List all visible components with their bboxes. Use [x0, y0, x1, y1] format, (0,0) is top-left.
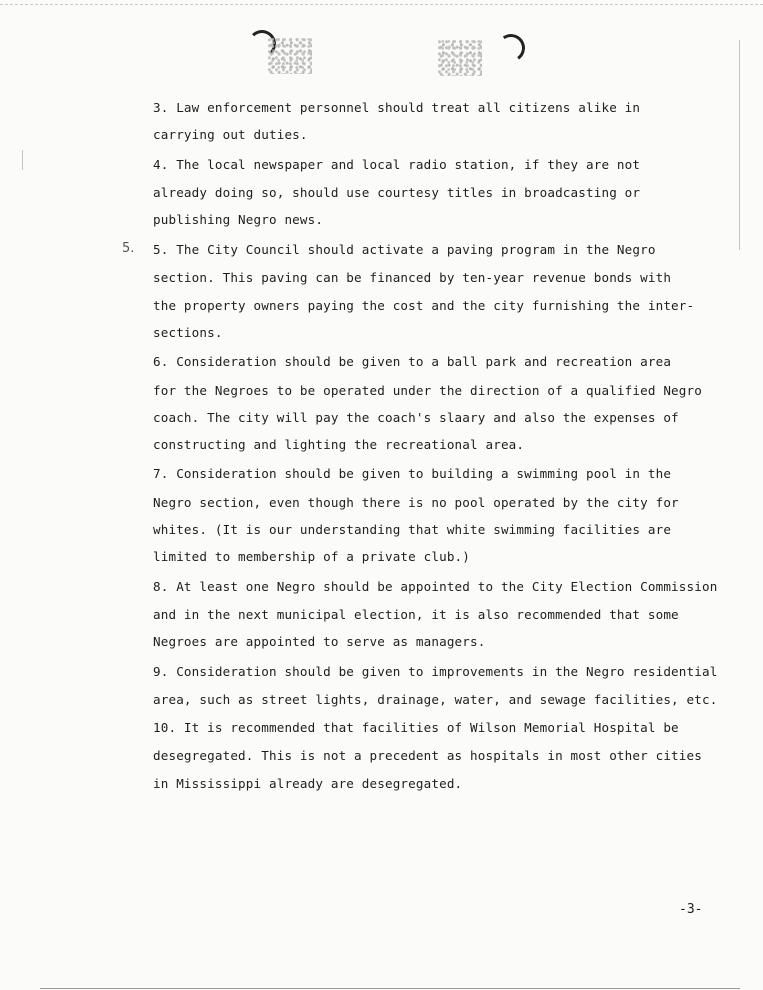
text-line: 8. At least one Negro should be appointed to the City Election Commission	[153, 579, 718, 594]
text-line: coach. The city will pay the coach's slaary and also the expenses of	[153, 410, 679, 425]
text-line: Negro section, even though there is no pool operated by the city for	[153, 495, 679, 510]
text-line: 4. The local newspaper and local radio station, if they are not	[153, 157, 641, 172]
text-line: limited to membership of a private club.)	[153, 549, 471, 564]
text-line: Negroes are appointed to serve as managers.	[153, 634, 486, 649]
text-line: 9. Consideration should be given to improvements in the Negro residential	[153, 664, 718, 679]
text-line: constructing and lighting the recreational area.	[153, 437, 525, 452]
text-line: desegregated. This is not a precedent as hospitals in most other cities	[153, 748, 702, 763]
bottom-rule	[40, 988, 740, 989]
right-edge-artifact	[739, 40, 740, 250]
text-line: already doing so, should use courtesy titles in broadcasting or	[153, 185, 641, 200]
text-line: the property owners paying the cost and the city furnishing the inter-	[153, 298, 695, 313]
top-perforation	[0, 4, 763, 5]
text-line: section. This paving can be financed by ten-year revenue bonds with	[153, 270, 672, 285]
text-line: 7. Consideration should be given to building a swimming pool in the	[153, 466, 672, 481]
text-line: in Mississippi already are desegregated.	[153, 776, 463, 791]
scan-speckle-left	[268, 38, 312, 74]
left-edge-artifact	[22, 150, 23, 170]
text-line: and in the next municipal election, it is also recommended that some	[153, 607, 679, 622]
text-line: 10. It is recommended that facilities of Wilson Memorial Hospital be	[153, 720, 679, 735]
text-line: 3. Law enforcement personnel should treat all citizens alike in	[153, 100, 641, 115]
handwritten-margin-note: 5.	[122, 241, 135, 256]
text-line: 6. Consideration should be given to a ball park and recreation area	[153, 354, 672, 369]
text-line: 5. The City Council should activate a paving program in the Negro	[153, 242, 656, 257]
punch-hole-mark-right	[495, 32, 527, 64]
text-line: area, such as street lights, drainage, water, and sewage facilities, etc.	[153, 692, 718, 707]
text-line: for the Negroes to be operated under the direction of a qualified Negro	[153, 383, 702, 398]
scan-speckle-right	[438, 40, 482, 76]
text-line: publishing Negro news.	[153, 212, 324, 227]
text-line: whites. (It is our understanding that white swimming facilities are	[153, 522, 672, 537]
text-line: carrying out duties.	[153, 127, 308, 142]
page-number: -3-	[679, 902, 703, 917]
text-line: sections.	[153, 325, 223, 340]
